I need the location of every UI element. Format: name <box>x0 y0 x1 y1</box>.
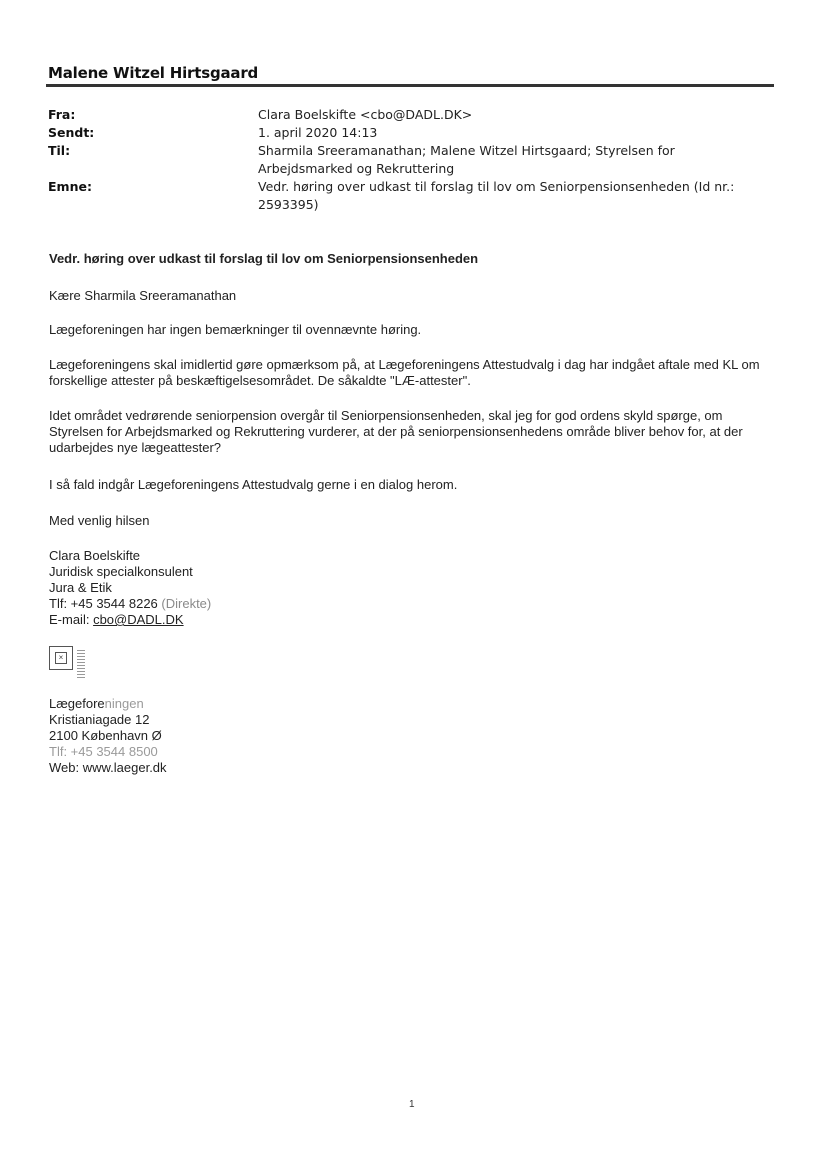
signature-name: Clara Boelskifte <box>49 548 141 563</box>
to-value: Sharmila Sreeramanathan; Malene Witzel Hirtsgaard; Styrelsen for Arbejdsmarked og Rekruttering <box>258 143 675 176</box>
broken-image-icon <box>49 646 73 670</box>
from-value: Clara Boelskifte <cbo@DADL.DK> <box>258 107 473 122</box>
subject-row <box>48 178 778 214</box>
from-row <box>48 106 778 124</box>
organization-phone: Tlf: +45 3544 8500 <box>49 744 158 759</box>
organization-web[interactable]: Web: www.laeger.dk <box>49 760 167 775</box>
page-number: 1 <box>409 1099 415 1110</box>
sent-row <box>48 124 778 142</box>
signature-email-link[interactable]: cbo@DADL.DK <box>93 612 184 627</box>
organization-street: Kristianiagade 12 <box>49 712 150 727</box>
signature-department: Jura & Etik <box>49 580 112 595</box>
subject-label: Emne: <box>48 179 92 194</box>
paragraph-2: Lægeforeningens skal imidlertid gøre opmærksom på, at Lægeforeningens Attestudvalg i dag har indgået aftale med KL om forskellige attester på beskæftigelsesområdet. De såkaldte "LÆ-attester". <box>49 357 760 388</box>
header-divider <box>46 84 774 87</box>
signature-phone-number: Tlf: +45 3544 8226 <box>49 596 158 611</box>
email-header <box>48 106 778 214</box>
mailbox-owner-name: Malene Witzel Hirtsgaard <box>48 64 259 82</box>
to-label: Til: <box>48 143 71 158</box>
image-placeholder-x-icon: × <box>55 652 67 664</box>
sent-value: 1. april 2020 14:13 <box>258 125 378 140</box>
signature-phone <box>49 596 211 612</box>
organization-name-dark: Lægefore <box>49 696 105 711</box>
organization-city: 2100 København Ø <box>49 728 162 743</box>
paragraph-4: I så fald indgår Lægeforeningens Attestudvalg gerne i en dialog herom. <box>49 477 458 492</box>
body-subject-heading: Vedr. høring over udkast til forslag til lov om Seniorpensionsenheden <box>49 251 479 266</box>
organization-name-light: ningen <box>104 696 144 711</box>
paragraph-1: Lægeforeningen har ingen bemærkninger til ovennævnte høring. <box>49 322 422 337</box>
from-label: Fra: <box>48 107 76 122</box>
sent-label: Sendt: <box>48 125 95 140</box>
organization-address <box>49 696 167 776</box>
greeting: Kære Sharmila Sreeramanathan <box>49 288 237 303</box>
subject-value: Vedr. høring over udkast til forslag til lov om Seniorpensionsenheden (Id nr.: 2593395) <box>258 179 735 212</box>
signature-email <box>49 612 211 628</box>
paragraph-3: Idet området vedrørende seniorpension overgår til Seniorpensionsenheden, skal jeg for god ordens skyld spørge, om Styrelsen for Arbejdsmarked og Rekruttering vurderer, at der på seniorpensionsenhedens område bliver behov for, at der udarbejdes nye lægeattester? <box>49 408 743 455</box>
organization-name <box>49 696 167 712</box>
signature-title: Juridisk specialkonsulent <box>49 564 193 579</box>
signature-phone-note: (Direkte) <box>161 596 212 611</box>
logo-stripe-decoration <box>77 650 85 678</box>
signature-block <box>49 548 211 628</box>
signature-email-label: E-mail: <box>49 612 90 627</box>
closing: Med venlig hilsen <box>49 513 150 528</box>
to-row <box>48 142 778 178</box>
